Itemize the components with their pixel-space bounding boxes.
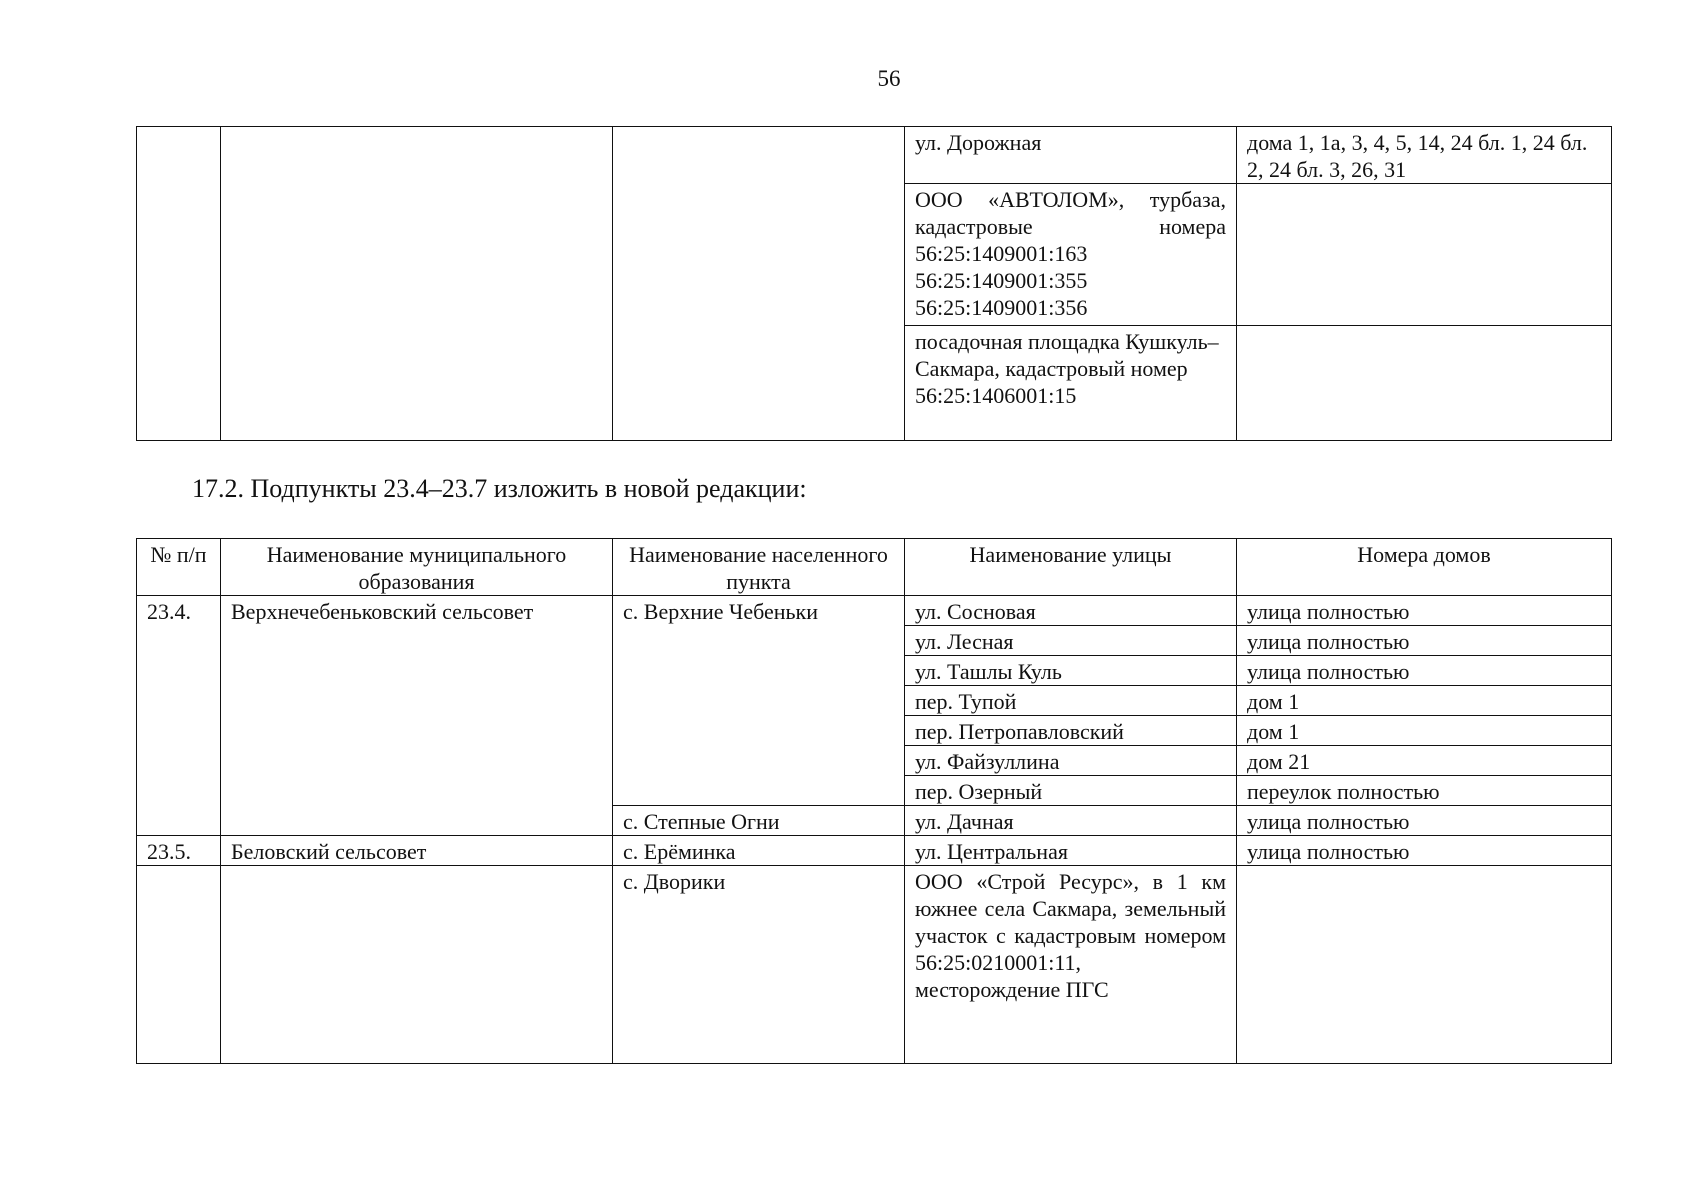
- houses-cell: [1237, 326, 1612, 441]
- table-row: [137, 866, 1612, 1064]
- houses-cell: улица полностью: [1237, 806, 1612, 836]
- num-cell: 23.4.: [137, 596, 221, 836]
- streets-table: [136, 538, 1612, 1064]
- houses-cell: улица полностью: [1237, 596, 1612, 626]
- header-houses: Номера домов: [1237, 539, 1612, 596]
- table-row: [137, 127, 1612, 184]
- street-cell: ул. Лесная: [905, 626, 1237, 656]
- houses-cell: переулок полностью: [1237, 776, 1612, 806]
- houses-cell: дома 1, 1а, 3, 4, 5, 14, 24 бл. 1, 24 бл. 2, 24 бл. 3, 26, 31: [1237, 127, 1612, 184]
- table-header-row: [137, 539, 1612, 596]
- header-num: № п/п: [137, 539, 221, 596]
- continuation-table: [136, 126, 1612, 441]
- street-cell: ул. Файзуллина: [905, 746, 1237, 776]
- street-cell: ул. Сосновая: [905, 596, 1237, 626]
- table-row: [137, 596, 1612, 626]
- street-cell: ул. Центральная: [905, 836, 1237, 866]
- street-cell: ООО «Строй Ресурс», в 1 км южнее села Сакмара, земельный участок с кадастровым номером 56:25:0210001:11, месторождение ПГС: [905, 866, 1237, 1064]
- municipality-cell: Верхнечебеньковский сельсовет: [221, 596, 613, 836]
- street-cell: ООО «АВТОЛОМ», турбаза, кадастровые номера 56:25:1409001:163 56:25:1409001:355 56:25:1409001:356: [905, 184, 1237, 326]
- settlement-cell: с. Ерёминка: [613, 836, 905, 866]
- street-cell: пер. Тупой: [905, 686, 1237, 716]
- houses-cell: улица полностью: [1237, 656, 1612, 686]
- num-cell: 23.5.: [137, 836, 221, 866]
- houses-cell: дом 21: [1237, 746, 1612, 776]
- header-municipality: Наименование муниципального образования: [221, 539, 613, 596]
- street-cell: ул. Дачная: [905, 806, 1237, 836]
- houses-cell: [1237, 866, 1612, 1064]
- settlement-cell: [613, 127, 905, 441]
- municipality-cell: [221, 866, 613, 1064]
- page-number: 56: [877, 66, 901, 91]
- settlement-cell: с. Дворики: [613, 866, 905, 1064]
- num-cell: [137, 127, 221, 441]
- houses-cell: улица полностью: [1237, 836, 1612, 866]
- houses-cell: дом 1: [1237, 716, 1612, 746]
- table-row: [137, 836, 1612, 866]
- num-cell: [137, 866, 221, 1064]
- houses-cell: [1237, 184, 1612, 326]
- municipality-cell: Беловский сельсовет: [221, 836, 613, 866]
- street-cell: ул. Ташлы Куль: [905, 656, 1237, 686]
- municipality-cell: [221, 127, 613, 441]
- section-heading: 17.2. Подпункты 23.4–23.7 изложить в новой редакции:: [192, 474, 807, 503]
- header-street: Наименование улицы: [905, 539, 1237, 596]
- street-cell: ул. Дорожная: [905, 127, 1237, 184]
- houses-cell: дом 1: [1237, 686, 1612, 716]
- houses-cell: улица полностью: [1237, 626, 1612, 656]
- settlement-cell: с. Степные Огни: [613, 806, 905, 836]
- street-cell: пер. Озерный: [905, 776, 1237, 806]
- street-cell: пер. Петропавловский: [905, 716, 1237, 746]
- settlement-cell: с. Верхние Чебеньки: [613, 596, 905, 806]
- street-cell: посадочная площадка Кушкуль–Сакмара, кадастровый номер 56:25:1406001:15: [905, 326, 1237, 441]
- header-settlement: Наименование населенного пункта: [613, 539, 905, 596]
